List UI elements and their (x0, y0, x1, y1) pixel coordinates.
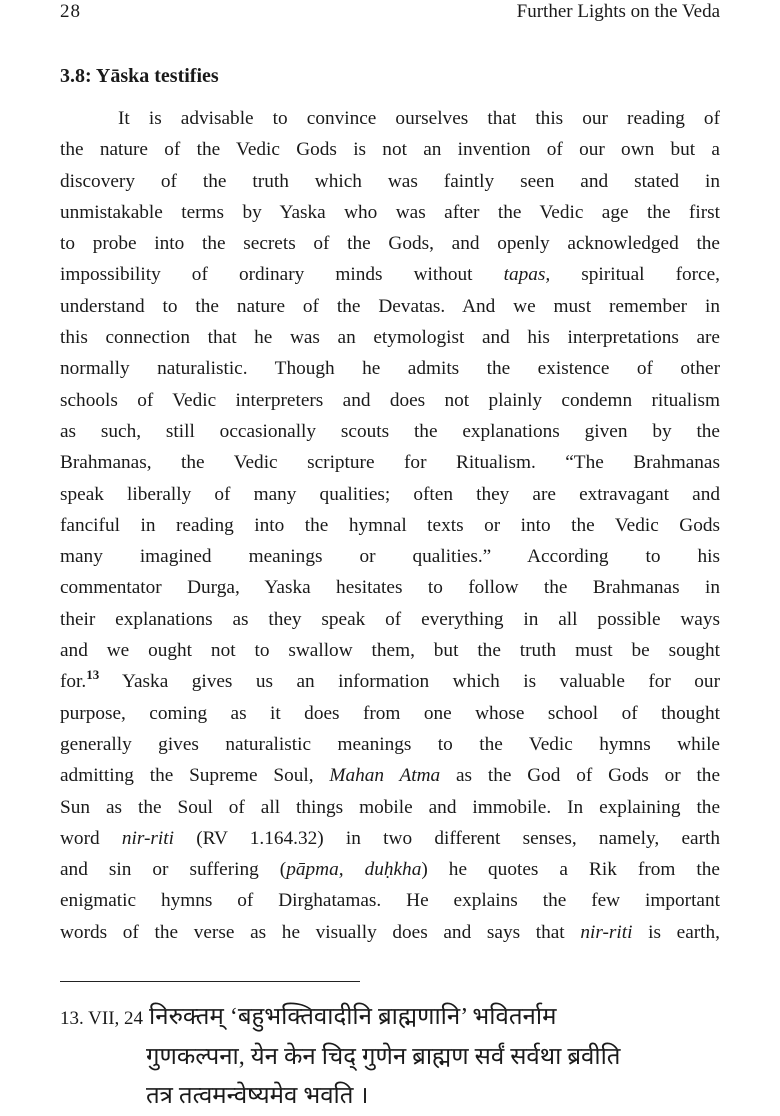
text-run: this connection that he was an etymologist and his interpretations are (60, 327, 720, 349)
text-line (60, 541, 720, 572)
text-run: schools of Vedic interpreters and does not plainly condemn ritualism (60, 389, 720, 411)
text-run: as the God of Gods or the (440, 765, 720, 787)
text-line (60, 854, 720, 885)
text-line (60, 666, 720, 697)
page-number: 28 (60, 1, 81, 22)
text-run: (RV 1.164.32) in two different senses, namely, earth (174, 827, 720, 849)
italic-term: nir-riti (580, 921, 633, 943)
text-run: impossibility of ordinary minds without (60, 264, 504, 286)
text-line (60, 197, 720, 228)
text-run: unmistakable terms by Yaska who was after the Vedic age the first (60, 201, 720, 223)
text-line (60, 698, 720, 729)
footnote-text: निरुक्तम् ‘बहुभक्तिवादीनि ब्राह्मणानि’ भवितर्नाम (149, 1004, 557, 1030)
text-line (60, 635, 720, 666)
italic-term: Mahan Atma (329, 765, 441, 787)
text-line (60, 166, 720, 197)
footnote-line: तत्र तत्वमन्वेष्यमेव भवति । (146, 1083, 369, 1109)
footnote-line (60, 998, 740, 1038)
text-run: Brahmanas, the Vedic scripture for Ritualism. “The Brahmanas (60, 452, 720, 474)
text-line (60, 228, 720, 259)
text-run: Sun as the Soul of all things mobile and immobile. In explaining the (60, 796, 720, 818)
text-line (60, 792, 720, 823)
text-run: the nature of the Vedic Gods is not an invention of our own but a (60, 139, 720, 161)
text-line (60, 572, 720, 603)
text-line (60, 385, 720, 416)
text-line (60, 353, 720, 384)
text-run: to probe into the secrets of the Gods, and openly acknowledged the (60, 233, 720, 255)
text-run: commentator Durga, Yaska hesitates to follow the Brahmanas in (60, 577, 720, 599)
text-run: words of the verse as he visually does and says that (60, 921, 581, 943)
italic-term: nir-riti (121, 827, 174, 849)
footnote-marker: 13 (86, 667, 100, 683)
text-line (60, 823, 720, 854)
text-run: Yaska gives us an information which is valuable for our (99, 671, 720, 693)
text-run: generally gives naturalistic meanings to the Vedic hymns while (60, 733, 720, 755)
text-run: and we ought not to swallow them, but the truth must be sought (60, 640, 720, 662)
text-line (60, 322, 720, 353)
text-run: speak liberally of many qualities; often they are extravagant and (60, 483, 720, 505)
italic-term: pāpma, duḥkha (286, 859, 422, 881)
italic-term: tapas, (503, 264, 551, 286)
footnote-line: गुणकल्पना, येन केन चिद् गुणेन ब्राह्मण सर्वं सर्वथा ब्रवीति (146, 1044, 621, 1070)
text-line (60, 134, 720, 165)
body-paragraph (60, 103, 720, 948)
text-line (60, 103, 720, 134)
text-run: understand to the nature of the Devatas. And we must remember in (60, 295, 720, 317)
text-run: admitting the Supreme Soul, (60, 765, 330, 787)
text-line (60, 416, 720, 447)
footnote (60, 998, 740, 1116)
text-run: fanciful in reading into the hymnal texts or into the Vedic Gods (60, 514, 720, 536)
text-run: for. (60, 671, 87, 693)
text-line (60, 917, 720, 948)
text-run: their explanations as they speak of everything in all possible ways (60, 608, 720, 630)
text-run: as such, still occasionally scouts the explanations given by the (60, 420, 720, 442)
text-run: It is advisable to convince ourselves that this our reading of (118, 108, 720, 129)
text-run: ) he quotes a Rik from the (421, 859, 720, 881)
text-run: many imagined meanings or qualities.” According to his (60, 546, 720, 568)
text-run: discovery of the truth which was faintly seen and stated in (60, 170, 720, 192)
section-heading: 3.8: Yāska testifies (60, 65, 219, 87)
text-run: purpose, coming as it does from one whose school of thought (60, 702, 720, 724)
running-title: Further Lights on the Veda (516, 1, 720, 22)
text-run: is earth, (632, 921, 720, 943)
text-run: word (60, 827, 122, 849)
text-line (60, 604, 720, 635)
text-run: normally naturalistic. Though he admits the existence of other (60, 358, 720, 380)
text-line (60, 479, 720, 510)
text-run: spiritual force, (550, 264, 720, 286)
text-line (60, 885, 720, 916)
text-line (60, 510, 720, 541)
text-line (60, 760, 720, 791)
text-line (60, 729, 720, 760)
text-line (60, 291, 720, 322)
footnote-reference: 13. VII, 24 (60, 1008, 144, 1029)
text-run: enigmatic hymns of Dirghatamas. He explains the few important (60, 890, 720, 912)
text-line (60, 259, 720, 290)
text-line (60, 447, 720, 478)
footnote-rule (60, 981, 360, 982)
text-run: and sin or suffering ( (60, 859, 287, 881)
